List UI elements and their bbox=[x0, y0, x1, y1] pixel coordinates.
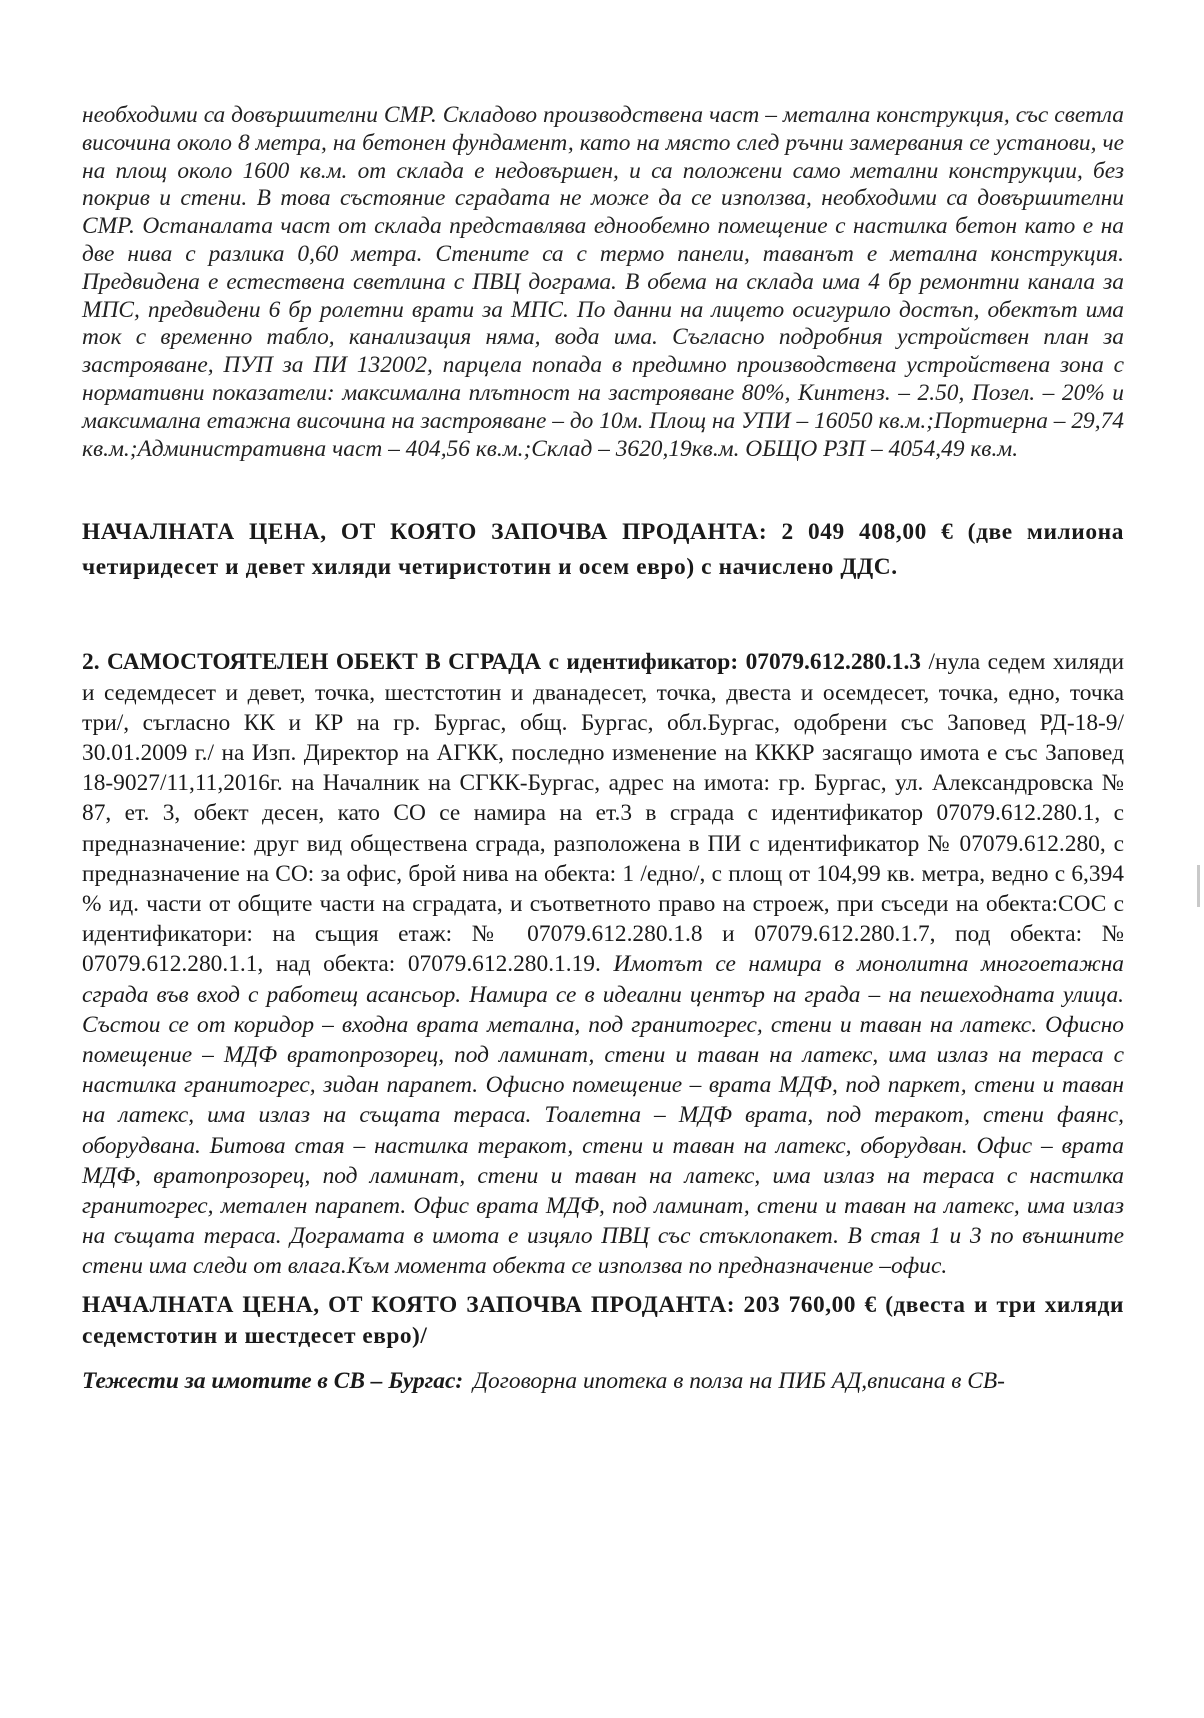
property-description-paragraph: необходими са довършителни СМР. Складово производствена част – метална конструкция, със светла височина около 8 метра, на бетонен фундамент, като на място след ръчни замервания се установи, че на площ около 1600 кв.м. от склада е недовършен, и са положени само метални конструкции, без покрив и стени. В това състояние сградата не може да се използва, необходими са довършителни СМР. Останалата част от склада представлява еднообемно помещение с настилка бетон като е на две нива с разлика 0,60 метра. Стените са с термо панели, таванът е метална конструкция. Предвидена е естествена светлина с ПВЦ дограма. В обема на склада има 4 бр ремонтни канала за МПС, предвидени 6 бр ролетни врати за МПС. По данни на лицето осигурило достъп, обектът има ток с временно табло, канализация няма, вода има. Съгласно подробния устройствен план за застрояване, ПУП за ПИ 132002, парцела попада в предимно производствена устройствена зона с нормативни показатели: максимална плътност на застрояване 80%, Кинтенз. – 2.50, Позел. – 20% и максимална етажна височина на застрояване – до 10м. Площ на УПИ – 16050 кв.м.;Портиерна – 29,74 кв.м.;Административна част – 404,56 кв.м.;Склад – 3620,19кв.м. ОБЩО РЗП – 4054,49 кв.м. bbox=[82, 102, 1124, 462]
starting-price-1: НАЧАЛНАТА ЦЕНА, ОТ КОЯТО ЗАПОЧВА ПРОДАНТА: 2 049 408,00 € (две милиона четиридесет и девет хиляди четиристотин и осем евро) с начислено ДДС. bbox=[82, 519, 1124, 581]
section-2-heading: 2. САМОСТОЯТЕЛЕН ОБЕКТ В СГРАДА с идентификатор: 07079.612.280.1.3 bbox=[82, 649, 921, 676]
section-2 bbox=[82, 647, 1124, 1281]
section-2-description: Имотът се намира в монолитна многоетажна сграда във вход с работещ асансьор. Намира се в идеални център на града – на пешеходната улица. Състои се от коридор – входна врата метална, под гранитогрес, стени и таван на латекс. Офисно помещение – МДФ вратопрозорец, под ламинат, стени и таван на латекс, има излаз на тераса с настилка гранитогрес, зидан парапет. Офисно помещение – врата МДФ, под паркет, стени и таван на латекс, има излаз на същата тераса. Тоалетна – МДФ врата, под теракот, стени фаянс, оборудвана. Битова стая – настилка теракот, стени и таван на латекс, оборудван. Офис – врата МДФ, вратопрозорец, под ламинат, стени и таван на латекс, има излаз на тераса с настилка гранитогрес, метален парапет. Офис врата МДФ, под ламинат, стени и таван на латекс, има излаз на същата тераса. Дограмата в имота е изцяло ПВЦ със стъклопакет. В стая 1 и 3 по външните стени има следи от влага.Към момента обекта се използва по предназначение –офис. bbox=[82, 951, 1124, 1280]
section-2-body: /нула седем хиляди и седемдесет и девет, точка, шестстотин и дванадесет, точка, двеста и осемдесет, точка, едно, точка три/, съгласно КК и КР на гр. Бургас, общ. Бургас, обл.Бургас, одобрени със Заповед РД-18-9/ 30.01.2009 г./ на Изп. Директор на АГКК, последно изменение на КККР засягащо имота е със Заповед 18-9027/11,11,2016г. на Началник на СГКК-Бургас, адрес на имота: гр. Бургас, ул. Александровска № 87, ет. 3, обект десен, като СО се намира на ет.3 в сграда с идентификатор 07079.612.280.1, с предназначение: друг вид обществена сграда, разположена в ПИ с идентификатор № 07079.612.280, с предназначение на СО: за офис, брой нива на обекта: 1 /едно/, с площ от 104,99 кв. метра, ведно с 6,394 % ид. части от общите части на сградата, и съответното право на строеж, при съседи на обекта:СОС с идентификатори: на същия етаж: № 07079.612.280.1.8 и 07079.612.280.1.7, под обекта: № 07079.612.280.1.1, над обекта: 07079.612.280.1.19. bbox=[82, 649, 1124, 978]
starting-price-2: НАЧАЛНАТА ЦЕНА, ОТ КОЯТО ЗАПОЧВА ПРОДАНТА: 203 760,00 € (двеста и три хиляди седемстотин и шестдесет евро)/ bbox=[82, 1291, 1124, 1349]
encumbrance-label: Тежести за имотите в СВ – Бургас: bbox=[82, 1367, 464, 1394]
encumbrance-text: Договорна ипотека в полза на ПИБ АД,вписана в СВ- bbox=[473, 1367, 1005, 1394]
encumbrance-line bbox=[82, 1366, 1124, 1396]
scan-margin-mark bbox=[1197, 865, 1200, 907]
